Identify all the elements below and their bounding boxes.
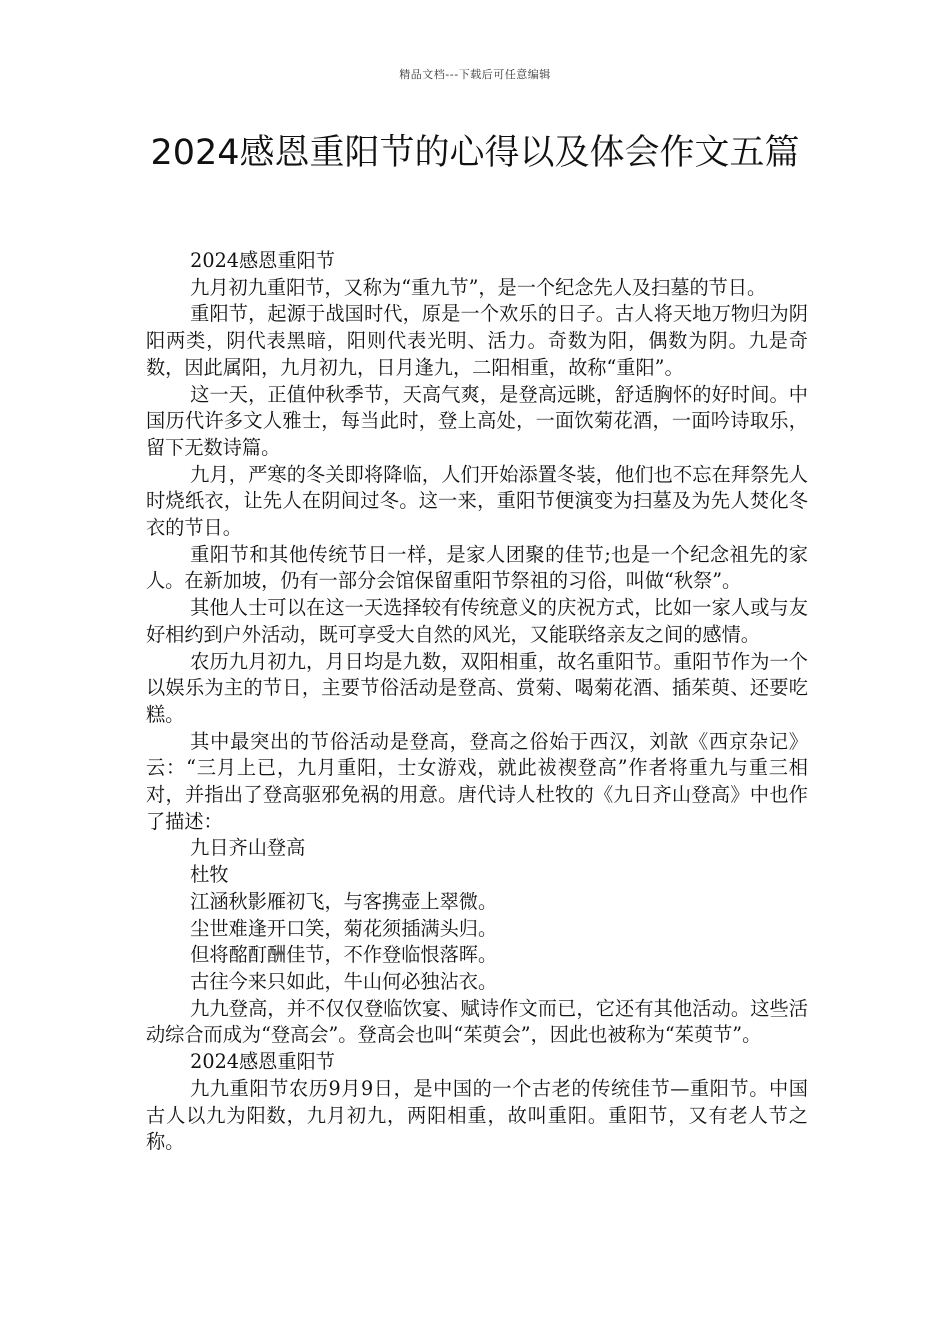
paragraph: 重阳节，起源于战国时代，原是一个欢乐的日子。古人将天地万物归为阴阳两类，阴代表黑暗，阳则代表光明、活力。奇数为阳，偶数为阴。九是奇数，因此属阳，九月初九，日月逢九，二阳相重，故称“重阳”。 — [146, 302, 808, 379]
poem-line: 尘世难逢开口笑，菊花须插满头归。 — [190, 916, 498, 940]
section-heading: 2024感恩重阳节 — [190, 1050, 335, 1074]
paragraph: 其中最突出的节俗活动是登高，登高之俗始于西汉，刘歆《西京杂记》云：“三月上已，九月重阳，士女游戏，就此祓禊登高”作者将重九与重三相对，并指出了登高驱邪免祸的用意。唐代诗人杜牧的《九日齐山登高》中也作了描述： — [146, 729, 808, 833]
paragraph: 九月初九重阳节，又称为“重九节”，是一个纪念先人及扫墓的节日。 — [190, 275, 767, 299]
document-body — [146, 248, 808, 1156]
paragraph: 重阳节和其他传统节日一样，是家人团聚的佳节;也是一个纪念祖先的家人。在新加坡，仍有一部分会馆保留重阳节祭祖的习俗，叫做“秋祭”。 — [146, 542, 808, 593]
document-title: 2024感恩重阳节的心得以及体会作文五篇 — [150, 133, 800, 173]
paragraph: 这一天，正值仲秋季节，天高气爽，是登高远眺，舒适胸怀的好时间。中国历代许多文人雅士，每当此时，登上高处，一面饮菊花酒，一面吟诗取乐，留下无数诗篇。 — [146, 382, 808, 459]
page-header: 精品文档---下载后可任意编辑 — [399, 68, 551, 81]
poem-title: 九日齐山登高 — [190, 836, 306, 860]
section-heading: 2024感恩重阳节 — [190, 249, 335, 272]
paragraph: 九月，严寒的冬关即将降临，人们开始添置冬装，他们也不忘在拜祭先人时烧纸衣，让先人在阴间过冬。这一来，重阳节便演变为扫墓及为先人焚化冬衣的节日。 — [146, 462, 808, 540]
poem-line: 古往今来只如此，牛山何必独沾衣。 — [190, 969, 498, 993]
paragraph: 其他人士可以在这一天选择较有传统意义的庆祝方式，比如一家人或与友好相约到户外活动，既可享受大自然的风光，又能联络亲友之间的感情。 — [146, 596, 808, 646]
paragraph: 九九重阳节农历9月9日，是中国的一个古老的传统佳节—重阳节。中国古人以九为阳数，九月初九，两阳相重，故叫重阳。重阳节，又有老人节之称。 — [146, 1076, 808, 1154]
poem-line: 江涵秋影雁初飞，与客携壶上翠微。 — [190, 889, 498, 913]
poem-line: 但将酩酊酬佳节，不作登临恨落晖。 — [190, 943, 498, 967]
paragraph: 九九登高，并不仅仅登临饮宴、赋诗作文而已，它还有其他活动。这些活动综合而成为“登高会”。登高会也叫“茱萸会”，因此也被称为“茱萸节”。 — [146, 996, 808, 1047]
poem-author: 杜牧 — [190, 863, 229, 887]
paragraph: 农历九月初九，月日均是九数，双阳相重，故名重阳节。重阳节作为一个以娱乐为主的节日，主要节俗活动是登高、赏菊、喝菊花酒、插茱萸、还要吃糕。 — [146, 649, 808, 726]
